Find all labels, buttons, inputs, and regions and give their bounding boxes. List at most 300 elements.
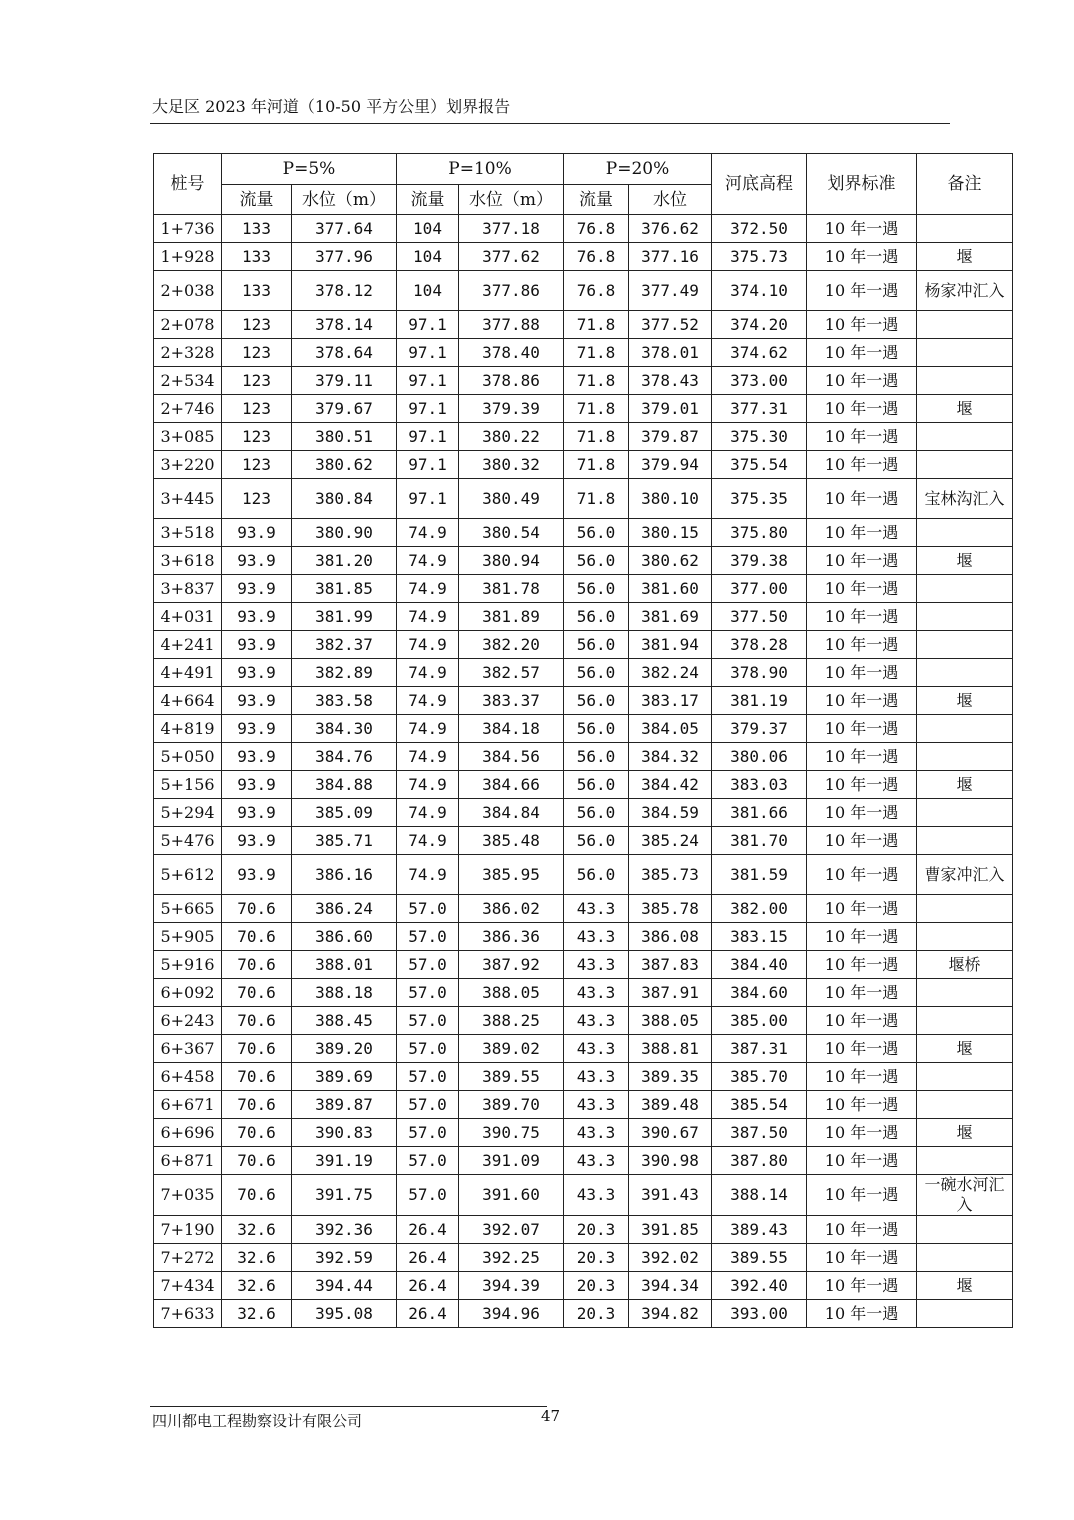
cell-level-p20: 384.05 — [629, 715, 712, 743]
cell-standard: 10 年一遇 — [807, 631, 917, 659]
cell-level-p20: 377.49 — [629, 271, 712, 311]
cell-bed-elevation: 384.60 — [712, 979, 807, 1007]
cell-level-p20: 387.91 — [629, 979, 712, 1007]
cell-flow-p20: 43.3 — [564, 1007, 629, 1035]
cell-flow-p5: 70.6 — [222, 1119, 292, 1147]
cell-flow-p5: 93.9 — [222, 687, 292, 715]
cell-level-p10: 377.86 — [459, 271, 564, 311]
cell-level-p10: 377.62 — [459, 243, 564, 271]
page-number: 47 — [541, 1407, 561, 1425]
cell-level-p20: 391.85 — [629, 1216, 712, 1244]
cell-level-p10: 391.60 — [459, 1175, 564, 1216]
cell-station: 4+664 — [154, 687, 222, 715]
table-header-row-1 — [154, 154, 1013, 185]
cell-level-p10: 389.70 — [459, 1091, 564, 1119]
cell-flow-p5: 70.6 — [222, 923, 292, 951]
cell-level-p10: 389.02 — [459, 1035, 564, 1063]
cell-bed-elevation: 388.14 — [712, 1175, 807, 1216]
cell-remark — [917, 1147, 1013, 1175]
cell-remark — [917, 923, 1013, 951]
cell-station: 3+518 — [154, 519, 222, 547]
cell-level-p5: 378.14 — [292, 311, 397, 339]
cell-level-p5: 385.09 — [292, 799, 397, 827]
cell-remark — [917, 1300, 1013, 1328]
cell-flow-p20: 56.0 — [564, 827, 629, 855]
table-row — [154, 1272, 1013, 1300]
table-row — [154, 951, 1013, 979]
cell-bed-elevation: 378.90 — [712, 659, 807, 687]
cell-flow-p10: 57.0 — [397, 1091, 459, 1119]
cell-remark — [917, 339, 1013, 367]
cell-flow-p20: 56.0 — [564, 855, 629, 895]
cell-flow-p5: 133 — [222, 215, 292, 243]
cell-flow-p20: 56.0 — [564, 631, 629, 659]
cell-level-p20: 381.69 — [629, 603, 712, 631]
cell-level-p20: 386.08 — [629, 923, 712, 951]
cell-station: 4+819 — [154, 715, 222, 743]
cell-station: 2+078 — [154, 311, 222, 339]
cell-level-p20: 388.05 — [629, 1007, 712, 1035]
cell-standard: 10 年一遇 — [807, 771, 917, 799]
cell-remark: 堰 — [917, 547, 1013, 575]
cell-level-p10: 384.18 — [459, 715, 564, 743]
cell-level-p20: 385.24 — [629, 827, 712, 855]
cell-station: 7+190 — [154, 1216, 222, 1244]
table-row — [154, 659, 1013, 687]
cell-level-p20: 376.62 — [629, 215, 712, 243]
cell-flow-p10: 57.0 — [397, 979, 459, 1007]
cell-level-p10: 378.40 — [459, 339, 564, 367]
cell-flow-p5: 70.6 — [222, 1007, 292, 1035]
cell-level-p5: 380.51 — [292, 423, 397, 451]
cell-flow-p10: 57.0 — [397, 1063, 459, 1091]
cell-standard: 10 年一遇 — [807, 1035, 917, 1063]
table-row — [154, 895, 1013, 923]
cell-bed-elevation: 377.50 — [712, 603, 807, 631]
cell-flow-p5: 32.6 — [222, 1216, 292, 1244]
cell-standard: 10 年一遇 — [807, 979, 917, 1007]
cell-remark — [917, 1007, 1013, 1035]
cell-station: 4+491 — [154, 659, 222, 687]
cell-flow-p5: 93.9 — [222, 659, 292, 687]
cell-flow-p20: 43.3 — [564, 1091, 629, 1119]
cell-level-p10: 384.56 — [459, 743, 564, 771]
cell-remark: 堰 — [917, 395, 1013, 423]
cell-level-p10: 380.94 — [459, 547, 564, 575]
cell-bed-elevation: 387.50 — [712, 1119, 807, 1147]
cell-station: 5+156 — [154, 771, 222, 799]
cell-remark — [917, 743, 1013, 771]
table-row — [154, 423, 1013, 451]
table-row — [154, 1035, 1013, 1063]
cell-flow-p20: 71.8 — [564, 423, 629, 451]
cell-flow-p5: 93.9 — [222, 827, 292, 855]
cell-standard: 10 年一遇 — [807, 1300, 917, 1328]
cell-flow-p10: 97.1 — [397, 367, 459, 395]
cell-flow-p5: 123 — [222, 339, 292, 367]
cell-remark — [917, 1063, 1013, 1091]
cell-level-p20: 388.81 — [629, 1035, 712, 1063]
cell-flow-p20: 43.3 — [564, 951, 629, 979]
table-row — [154, 311, 1013, 339]
cell-standard: 10 年一遇 — [807, 743, 917, 771]
cell-standard: 10 年一遇 — [807, 1147, 917, 1175]
sub-level-p5: 水位（m） — [292, 185, 397, 215]
cell-level-p20: 382.24 — [629, 659, 712, 687]
cell-level-p10: 379.39 — [459, 395, 564, 423]
cell-bed-elevation: 383.03 — [712, 771, 807, 799]
cell-station: 3+220 — [154, 451, 222, 479]
cell-flow-p20: 56.0 — [564, 715, 629, 743]
table-row — [154, 215, 1013, 243]
cell-station: 6+871 — [154, 1147, 222, 1175]
cell-remark — [917, 979, 1013, 1007]
cell-remark — [917, 631, 1013, 659]
cell-level-p20: 389.48 — [629, 1091, 712, 1119]
cell-bed-elevation: 375.54 — [712, 451, 807, 479]
cell-level-p5: 380.90 — [292, 519, 397, 547]
cell-remark — [917, 367, 1013, 395]
cell-station: 5+665 — [154, 895, 222, 923]
cell-flow-p20: 56.0 — [564, 799, 629, 827]
cell-level-p5: 382.89 — [292, 659, 397, 687]
cell-standard: 10 年一遇 — [807, 603, 917, 631]
cell-level-p20: 380.62 — [629, 547, 712, 575]
table-row — [154, 1119, 1013, 1147]
cell-level-p10: 377.88 — [459, 311, 564, 339]
cell-remark — [917, 799, 1013, 827]
cell-flow-p10: 97.1 — [397, 423, 459, 451]
table-row — [154, 519, 1013, 547]
cell-level-p5: 392.36 — [292, 1216, 397, 1244]
cell-flow-p10: 97.1 — [397, 395, 459, 423]
table-row — [154, 271, 1013, 311]
cell-level-p5: 384.88 — [292, 771, 397, 799]
cell-level-p20: 380.15 — [629, 519, 712, 547]
table-row — [154, 339, 1013, 367]
cell-level-p20: 379.87 — [629, 423, 712, 451]
cell-bed-elevation: 385.54 — [712, 1091, 807, 1119]
cell-bed-elevation: 379.38 — [712, 547, 807, 575]
cell-bed-elevation: 374.10 — [712, 271, 807, 311]
cell-flow-p10: 26.4 — [397, 1300, 459, 1328]
cell-station: 3+837 — [154, 575, 222, 603]
cell-level-p20: 378.01 — [629, 339, 712, 367]
cell-bed-elevation: 378.28 — [712, 631, 807, 659]
group-p20-header: P=20% — [564, 154, 712, 185]
cell-standard: 10 年一遇 — [807, 687, 917, 715]
cell-level-p5: 377.64 — [292, 215, 397, 243]
table-row — [154, 743, 1013, 771]
cell-remark — [917, 603, 1013, 631]
cell-level-p5: 395.08 — [292, 1300, 397, 1328]
cell-flow-p5: 123 — [222, 395, 292, 423]
cell-bed-elevation: 389.43 — [712, 1216, 807, 1244]
cell-level-p10: 384.66 — [459, 771, 564, 799]
cell-flow-p5: 32.6 — [222, 1300, 292, 1328]
cell-level-p10: 392.07 — [459, 1216, 564, 1244]
cell-flow-p20: 71.8 — [564, 339, 629, 367]
cell-level-p10: 385.95 — [459, 855, 564, 895]
cell-standard: 10 年一遇 — [807, 951, 917, 979]
table-row — [154, 631, 1013, 659]
cell-flow-p20: 43.3 — [564, 1063, 629, 1091]
cell-bed-elevation: 383.15 — [712, 923, 807, 951]
cell-level-p5: 378.64 — [292, 339, 397, 367]
cell-remark: 堰 — [917, 1119, 1013, 1147]
col-standard-header: 划界标准 — [807, 154, 917, 215]
cell-station: 2+038 — [154, 271, 222, 311]
cell-remark: 一碗水河汇入 — [917, 1175, 1013, 1216]
cell-flow-p10: 104 — [397, 243, 459, 271]
cell-level-p10: 391.09 — [459, 1147, 564, 1175]
cell-flow-p20: 56.0 — [564, 603, 629, 631]
cell-standard: 10 年一遇 — [807, 1091, 917, 1119]
table-row — [154, 243, 1013, 271]
table-row — [154, 855, 1013, 895]
cell-remark: 宝林沟汇入 — [917, 479, 1013, 519]
cell-standard: 10 年一遇 — [807, 1007, 917, 1035]
cell-flow-p10: 57.0 — [397, 951, 459, 979]
cell-flow-p20: 56.0 — [564, 659, 629, 687]
cell-level-p10: 387.92 — [459, 951, 564, 979]
cell-bed-elevation: 375.73 — [712, 243, 807, 271]
cell-flow-p5: 32.6 — [222, 1244, 292, 1272]
cell-flow-p5: 93.9 — [222, 855, 292, 895]
cell-flow-p10: 26.4 — [397, 1216, 459, 1244]
cell-flow-p10: 57.0 — [397, 1035, 459, 1063]
table-row — [154, 1244, 1013, 1272]
table-row — [154, 715, 1013, 743]
cell-standard: 10 年一遇 — [807, 1119, 917, 1147]
cell-standard: 10 年一遇 — [807, 923, 917, 951]
cell-level-p5: 389.87 — [292, 1091, 397, 1119]
cell-level-p20: 379.94 — [629, 451, 712, 479]
cell-flow-p5: 93.9 — [222, 743, 292, 771]
cell-flow-p10: 74.9 — [397, 799, 459, 827]
cell-bed-elevation: 381.66 — [712, 799, 807, 827]
sub-flow-p10: 流量 — [397, 185, 459, 215]
cell-flow-p10: 97.1 — [397, 339, 459, 367]
cell-station: 5+916 — [154, 951, 222, 979]
cell-level-p20: 383.17 — [629, 687, 712, 715]
cell-flow-p20: 76.8 — [564, 271, 629, 311]
cell-remark — [917, 1244, 1013, 1272]
cell-level-p20: 390.98 — [629, 1147, 712, 1175]
cell-station: 3+085 — [154, 423, 222, 451]
cell-flow-p10: 74.9 — [397, 855, 459, 895]
table-row — [154, 1216, 1013, 1244]
cell-station: 6+367 — [154, 1035, 222, 1063]
cell-level-p5: 386.16 — [292, 855, 397, 895]
cell-standard: 10 年一遇 — [807, 895, 917, 923]
cell-standard: 10 年一遇 — [807, 1216, 917, 1244]
cell-flow-p20: 71.8 — [564, 311, 629, 339]
cell-station: 4+241 — [154, 631, 222, 659]
cell-level-p5: 392.59 — [292, 1244, 397, 1272]
table-row — [154, 827, 1013, 855]
cell-bed-elevation: 377.31 — [712, 395, 807, 423]
cell-standard: 10 年一遇 — [807, 1272, 917, 1300]
cell-station: 7+035 — [154, 1175, 222, 1216]
cell-level-p5: 385.71 — [292, 827, 397, 855]
cell-standard: 10 年一遇 — [807, 659, 917, 687]
cell-level-p5: 391.75 — [292, 1175, 397, 1216]
cell-level-p10: 381.78 — [459, 575, 564, 603]
cell-flow-p10: 97.1 — [397, 479, 459, 519]
cell-level-p20: 377.16 — [629, 243, 712, 271]
cell-level-p5: 390.83 — [292, 1119, 397, 1147]
cell-level-p20: 384.59 — [629, 799, 712, 827]
cell-level-p5: 394.44 — [292, 1272, 397, 1300]
cell-flow-p5: 70.6 — [222, 1147, 292, 1175]
cell-level-p5: 378.12 — [292, 271, 397, 311]
cell-standard: 10 年一遇 — [807, 451, 917, 479]
cell-bed-elevation: 377.00 — [712, 575, 807, 603]
cell-flow-p10: 74.9 — [397, 715, 459, 743]
cell-flow-p20: 71.8 — [564, 367, 629, 395]
cell-flow-p10: 74.9 — [397, 631, 459, 659]
cell-flow-p5: 32.6 — [222, 1272, 292, 1300]
cell-flow-p20: 56.0 — [564, 771, 629, 799]
cell-flow-p10: 74.9 — [397, 659, 459, 687]
cell-flow-p20: 56.0 — [564, 575, 629, 603]
cell-level-p20: 387.83 — [629, 951, 712, 979]
cell-level-p20: 377.52 — [629, 311, 712, 339]
table-row — [154, 367, 1013, 395]
cell-flow-p10: 26.4 — [397, 1244, 459, 1272]
cell-flow-p20: 43.3 — [564, 1035, 629, 1063]
cell-flow-p5: 93.9 — [222, 603, 292, 631]
cell-bed-elevation: 392.40 — [712, 1272, 807, 1300]
cell-remark — [917, 575, 1013, 603]
cell-standard: 10 年一遇 — [807, 547, 917, 575]
cell-flow-p10: 74.9 — [397, 575, 459, 603]
cell-level-p20: 385.78 — [629, 895, 712, 923]
cell-level-p5: 383.58 — [292, 687, 397, 715]
cell-level-p5: 380.84 — [292, 479, 397, 519]
cell-standard: 10 年一遇 — [807, 479, 917, 519]
cell-bed-elevation: 379.37 — [712, 715, 807, 743]
group-p5-header: P=5% — [222, 154, 397, 185]
cell-level-p10: 381.89 — [459, 603, 564, 631]
cell-flow-p10: 74.9 — [397, 547, 459, 575]
cell-remark — [917, 215, 1013, 243]
cell-level-p10: 386.36 — [459, 923, 564, 951]
cell-level-p5: 386.60 — [292, 923, 397, 951]
cell-flow-p5: 93.9 — [222, 631, 292, 659]
table-row — [154, 547, 1013, 575]
cell-bed-elevation: 374.62 — [712, 339, 807, 367]
cell-level-p5: 380.62 — [292, 451, 397, 479]
cell-bed-elevation: 381.70 — [712, 827, 807, 855]
cell-station: 6+092 — [154, 979, 222, 1007]
cell-level-p5: 389.20 — [292, 1035, 397, 1063]
col-station-header: 桩号 — [154, 154, 222, 215]
cell-standard: 10 年一遇 — [807, 423, 917, 451]
cell-level-p20: 384.32 — [629, 743, 712, 771]
cell-flow-p20: 71.8 — [564, 451, 629, 479]
cell-bed-elevation: 373.00 — [712, 367, 807, 395]
cell-level-p5: 379.67 — [292, 395, 397, 423]
cell-level-p10: 382.20 — [459, 631, 564, 659]
col-remark-header: 备注 — [917, 154, 1013, 215]
cell-bed-elevation: 387.31 — [712, 1035, 807, 1063]
cell-flow-p20: 20.3 — [564, 1244, 629, 1272]
cell-bed-elevation: 381.19 — [712, 687, 807, 715]
cell-bed-elevation: 385.00 — [712, 1007, 807, 1035]
footer-company: 四川都电工程勘察设计有限公司 — [152, 1412, 363, 1430]
cell-bed-elevation: 381.59 — [712, 855, 807, 895]
cell-flow-p5: 123 — [222, 479, 292, 519]
cell-bed-elevation: 380.06 — [712, 743, 807, 771]
cell-flow-p5: 70.6 — [222, 895, 292, 923]
cell-flow-p10: 57.0 — [397, 895, 459, 923]
cell-level-p10: 394.39 — [459, 1272, 564, 1300]
cell-level-p5: 381.20 — [292, 547, 397, 575]
table-row — [154, 575, 1013, 603]
cell-standard: 10 年一遇 — [807, 395, 917, 423]
cell-standard: 10 年一遇 — [807, 243, 917, 271]
cell-station: 2+328 — [154, 339, 222, 367]
cell-flow-p10: 74.9 — [397, 519, 459, 547]
cell-level-p5: 386.24 — [292, 895, 397, 923]
cell-flow-p20: 56.0 — [564, 743, 629, 771]
cell-station: 7+272 — [154, 1244, 222, 1272]
table-row — [154, 1147, 1013, 1175]
cell-bed-elevation: 375.35 — [712, 479, 807, 519]
cell-bed-elevation: 375.30 — [712, 423, 807, 451]
cell-remark: 堰 — [917, 1035, 1013, 1063]
cell-flow-p20: 43.3 — [564, 1119, 629, 1147]
cell-standard: 10 年一遇 — [807, 367, 917, 395]
cell-flow-p5: 123 — [222, 311, 292, 339]
cell-flow-p20: 43.3 — [564, 923, 629, 951]
cell-station: 3+618 — [154, 547, 222, 575]
cell-level-p10: 392.25 — [459, 1244, 564, 1272]
cell-level-p5: 384.30 — [292, 715, 397, 743]
cell-standard: 10 年一遇 — [807, 215, 917, 243]
cell-flow-p10: 57.0 — [397, 1175, 459, 1216]
cell-flow-p20: 43.3 — [564, 1175, 629, 1216]
cell-flow-p10: 104 — [397, 271, 459, 311]
cell-flow-p5: 70.6 — [222, 1035, 292, 1063]
cell-station: 5+476 — [154, 827, 222, 855]
cell-flow-p20: 56.0 — [564, 547, 629, 575]
cell-remark: 堰 — [917, 771, 1013, 799]
cell-flow-p5: 123 — [222, 451, 292, 479]
cell-flow-p5: 70.6 — [222, 1175, 292, 1216]
cell-bed-elevation: 385.70 — [712, 1063, 807, 1091]
cell-standard: 10 年一遇 — [807, 1063, 917, 1091]
cell-flow-p20: 76.8 — [564, 215, 629, 243]
cell-station: 4+031 — [154, 603, 222, 631]
cell-flow-p20: 43.3 — [564, 979, 629, 1007]
cell-level-p20: 394.34 — [629, 1272, 712, 1300]
cell-station: 2+746 — [154, 395, 222, 423]
flood-level-table — [153, 153, 1013, 1328]
cell-level-p20: 379.01 — [629, 395, 712, 423]
cell-level-p5: 388.01 — [292, 951, 397, 979]
cell-standard: 10 年一遇 — [807, 1244, 917, 1272]
cell-flow-p10: 57.0 — [397, 1007, 459, 1035]
cell-remark: 堰 — [917, 687, 1013, 715]
cell-flow-p5: 133 — [222, 271, 292, 311]
cell-level-p10: 380.32 — [459, 451, 564, 479]
cell-flow-p10: 57.0 — [397, 1147, 459, 1175]
cell-level-p5: 382.37 — [292, 631, 397, 659]
cell-bed-elevation: 375.80 — [712, 519, 807, 547]
